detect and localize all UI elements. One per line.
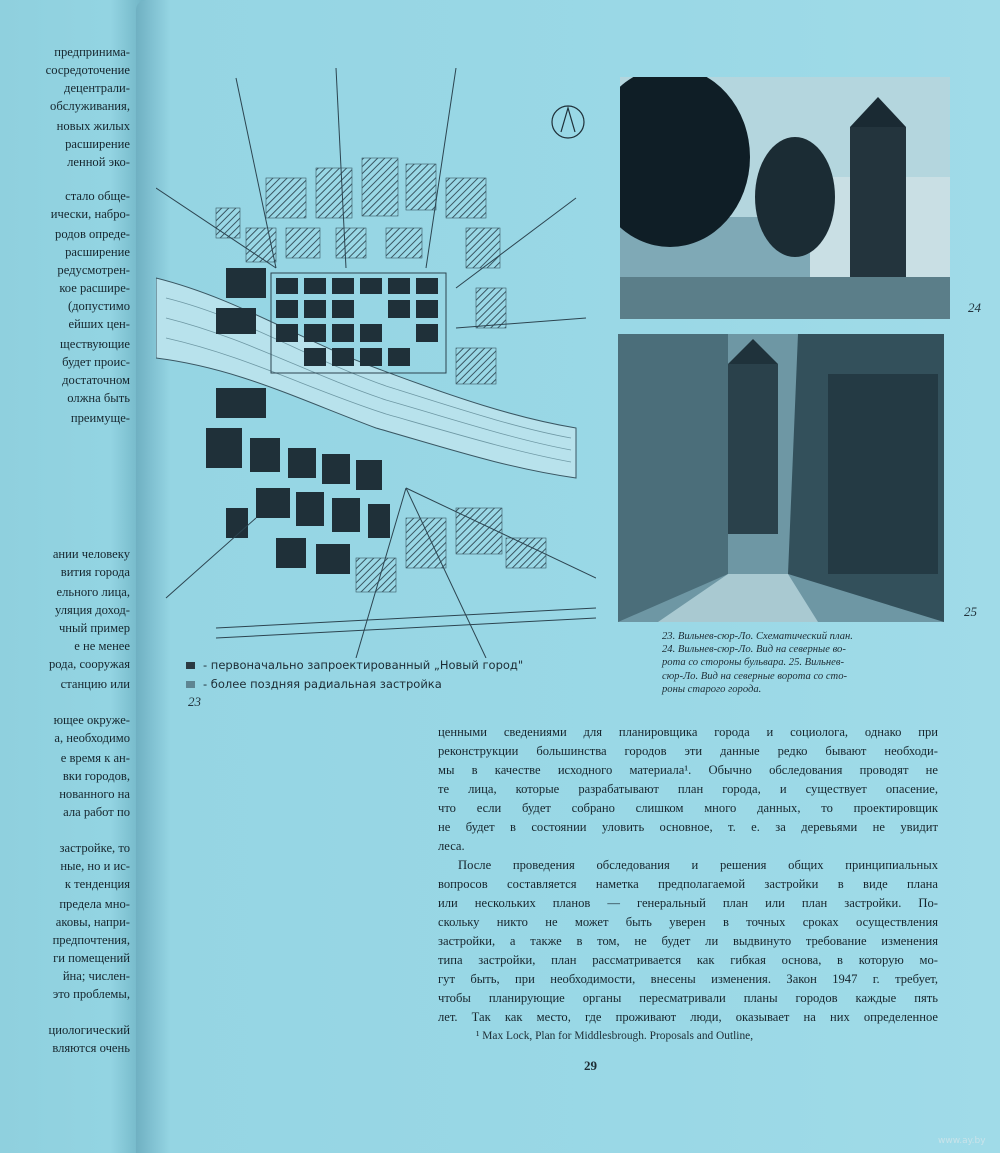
left-page-line: децентрали- <box>64 81 130 95</box>
body-line: лет. Так как место, где проживают люди, оказывает на них определенное <box>438 1010 938 1024</box>
body-line: мы в качестве исходного материала¹. Обычно обследования проводят не <box>438 763 938 777</box>
body-line: реконструкции большинства городов эти данные редко бывают необходи- <box>438 744 938 758</box>
left-page-line: это проблемы, <box>52 987 130 1001</box>
city-plan-map <box>156 68 596 658</box>
left-page-line: новых жилых <box>56 119 130 133</box>
left-page-line: расширение <box>65 245 130 259</box>
left-page-line: ленной эко- <box>67 155 130 169</box>
page-number: 29 <box>584 1058 597 1073</box>
left-page <box>0 0 158 1153</box>
footnote: ¹ Max Lock, Plan for Middlesbrough. Proposals and Outline, <box>476 1030 754 1042</box>
left-page-line: рода, сооружая <box>48 657 130 671</box>
left-page-line: ании человеку <box>52 547 130 561</box>
body-line: застройки, а также в том, не будет ли выдвинуто требование изменения <box>438 934 938 948</box>
left-page-line: застройке, то <box>59 841 130 855</box>
body-line: гут быть, при необходимости, внесены изменения. Закон 1947 г. требует, <box>438 972 938 986</box>
left-page-line: е время к ан- <box>60 751 130 765</box>
left-page-line: редусмотрен- <box>57 263 130 277</box>
body-line: не будет в состоянии уловить основное, т. е. за деревьями не увидит <box>438 820 938 834</box>
left-page-line: родов опреде- <box>55 227 130 241</box>
left-page-line: расширение <box>65 137 130 151</box>
left-page-line: кое расшире- <box>59 281 130 295</box>
body-line: После проведения обследования и решения общих принципиальных <box>458 858 938 872</box>
left-page-line: вки городов, <box>62 769 130 783</box>
left-page-line: стало обще- <box>65 189 130 203</box>
left-page-line: олжна быть <box>67 391 130 405</box>
left-page-line: (допустимо <box>67 299 130 313</box>
body-line: или нескольких планов — генеральный план или план застройки. По- <box>438 896 938 910</box>
left-page-line: вития города <box>60 565 130 579</box>
body-line: вопросов составляется наметка предполагаемой застройки в виде плана <box>438 877 938 891</box>
legend-item-new-town: - первоначально запроектированный „Новый город" <box>186 658 523 672</box>
left-page-line: вляются очень <box>52 1041 130 1055</box>
left-page-line: ически, набро- <box>50 207 130 221</box>
left-page-line: к тенденция <box>64 877 130 891</box>
legend-item-radial: - более поздняя радиальная застройка <box>186 677 442 691</box>
left-page-line: а, необходимо <box>54 731 130 745</box>
left-page-line: ала работ по <box>63 805 130 819</box>
photo-north-gate-boulevard <box>620 77 950 319</box>
left-page-line: циологический <box>48 1023 130 1037</box>
left-page-line: ги помещений <box>53 951 130 965</box>
left-page-line: аковы, напри- <box>55 915 130 929</box>
left-page-line: уляция доход- <box>55 603 130 617</box>
left-page-line: станцию или <box>60 677 130 691</box>
body-line: что если будет собрано слишком много данных, то проектировщик <box>438 801 938 815</box>
right-page <box>136 0 1000 1153</box>
figure-24-number: 24 <box>968 300 981 315</box>
left-page-line: нованного на <box>59 787 130 801</box>
body-line: те лица, которые разрабатывают план города, и существует опасение, <box>438 782 938 796</box>
hatched-swatch-icon <box>186 681 195 688</box>
figure-caption: 23. Вильнев-сюр-Ло. Схематический план. 24. Вильнев-сюр-Ло. Вид на северные во- рота со стороны бульвара. 25. Вильнев- сюр-Ло. Вид на северные ворота со сто- роны старого города. <box>662 631 853 695</box>
watermark: www.ay.by <box>938 1136 986 1146</box>
left-page-line: ществующие <box>60 337 130 351</box>
body-line: ценными сведениями для планировщика города и социолога, однако при <box>438 725 938 739</box>
left-page-line: йна; числен- <box>62 969 130 983</box>
left-page-line: обслуживания, <box>50 99 130 113</box>
left-page-line: достаточном <box>62 373 130 387</box>
left-page-line: ные, но и ис- <box>60 859 130 873</box>
figure-25-number: 25 <box>964 604 977 619</box>
left-page-line: ейших цен- <box>68 317 130 331</box>
left-page-line: предела мно- <box>59 897 130 911</box>
left-page-line: ельного лица, <box>56 585 130 599</box>
left-page-line: предпочтения, <box>52 933 130 947</box>
left-page-line: преимуще- <box>70 411 130 425</box>
body-line: скольку никто не может быть уверен в точных сроках осуществления <box>438 915 938 929</box>
body-line: леса. <box>438 839 465 853</box>
left-page-line: ющее окруже- <box>53 713 130 727</box>
figure-23-number: 23 <box>188 694 201 709</box>
north-arrow-icon <box>552 106 584 138</box>
left-page-line: чный пример <box>58 621 130 635</box>
left-page-line: будет проис- <box>62 355 130 369</box>
left-page-line: е не менее <box>74 639 130 653</box>
dark-swatch-icon <box>186 662 195 669</box>
body-line: чтобы планирующие органы пересматривали планы городов каждые пять <box>438 991 938 1005</box>
left-page-line: сосредоточение <box>45 63 130 77</box>
body-line: типа застройки, план рассматривается как гибкая основа, в которую мо- <box>438 953 938 967</box>
photo-north-gate-old-town <box>618 334 944 622</box>
left-page-line: предпринима- <box>54 45 130 59</box>
